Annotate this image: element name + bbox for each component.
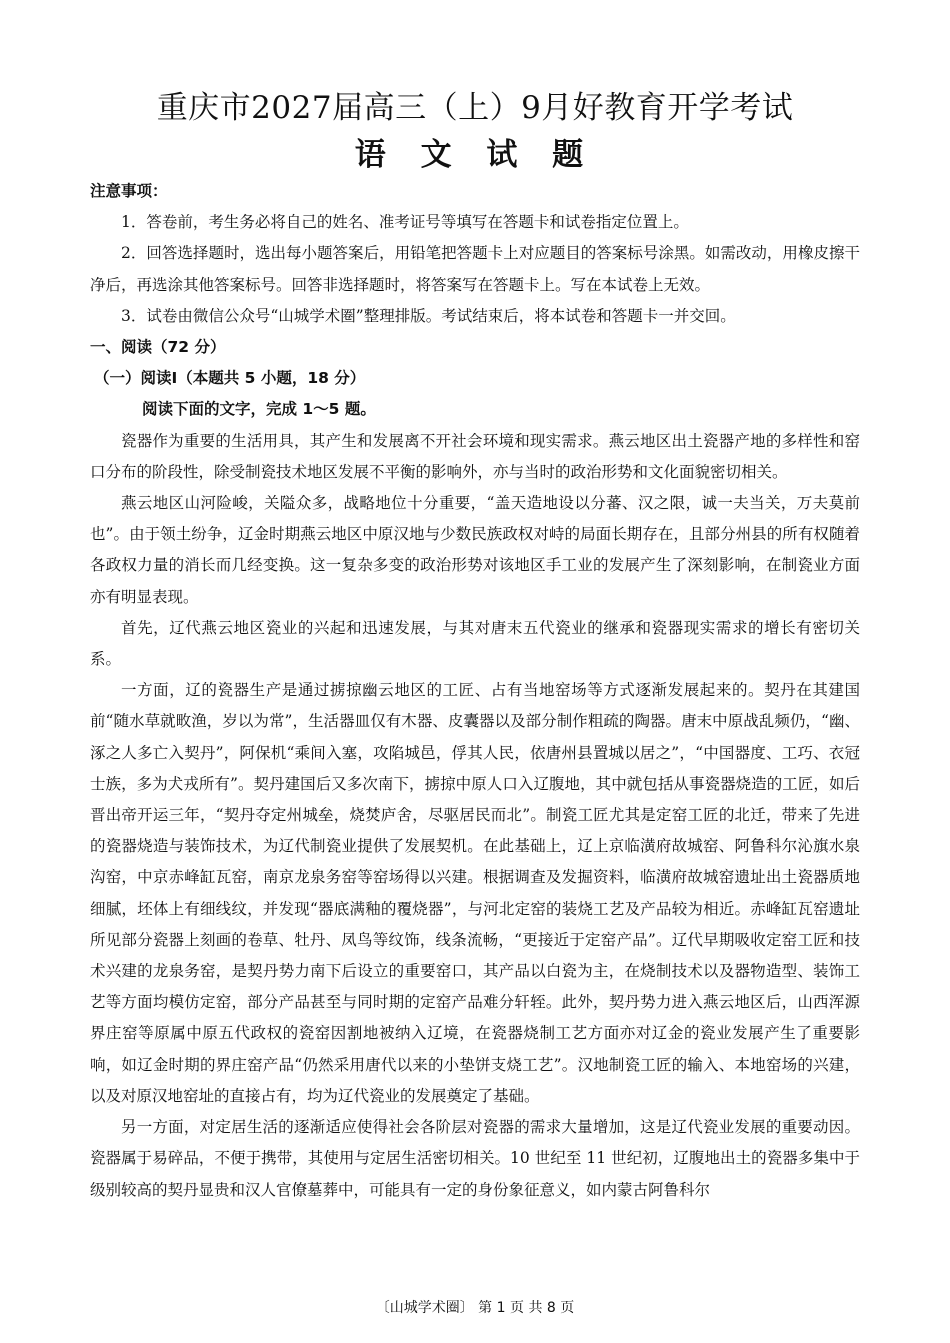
exam-title: 重庆市2027届高三（上）9月好教育开学考试	[156, 90, 794, 126]
passage-paragraph: 另一方面，对定居生活的逐渐适应使得社会各阶层对瓷器的需求大量增加，这是辽代瓷业发展的重要动因。瓷器属于易碎品，不便于携带，其使用与定居生活密切相关。10 世纪至 11 世纪初，辽腹地出土的瓷器多集中于级别较高的契丹显贵和汉人官僚墓葬中，可能具有一定的身份象征意义，如内蒙古阿鲁科尔	[90, 1118, 860, 1199]
passage-paragraph: 瓷器作为重要的生活用具，其产生和发展离不开社会环境和现实需求。燕云地区出土瓷器产地的多样性和窑口分布的阶段性，除受制瓷技术地区发展不平衡的影响外，亦与当时的政治形势和文化面貌密切相关。	[90, 431, 860, 481]
notice-item: 1．答卷前，考生务必将自己的姓名、准考证号等填写在答题卡和试卷指定位置上。	[121, 213, 689, 232]
page-footer: 〔山城学术圈〕 第 1 页 共 8 页	[375, 1300, 575, 1316]
notice-heading: 注意事项：	[90, 182, 168, 200]
passage-paragraph: 燕云地区山河险峻，关隘众多，战略地位十分重要，“盖天造地设以分蕃、汉之限，诚一夫当关，万夫莫前也”。由于领土纷争，辽金时期燕云地区中原汉地与少数民族政权对峙的局面长期存在，且部分州县的所有权随着各政权力量的消长而几经变换。这一复杂多变的政治形势对该地区手工业的发展产生了深刻影响，在制瓷业方面亦有明显表现。	[90, 494, 860, 606]
notice-item: 2．回答选择题时，选出每小题答案后，用铅笔把答题卡上对应题目的答案标号涂黑。如需改动，用橡皮擦干净后，再选涂其他答案标号。回答非选择题时，将答案写在答题卡上。写在本试卷上无效。	[90, 244, 860, 294]
reading-instruction: 阅读下面的文字，完成 1～5 题。	[142, 400, 376, 419]
exam-subtitle: 语 文 试 题	[354, 137, 596, 173]
subsection-heading: （一）阅读Ⅰ（本题共 5 小题，18 分）	[94, 369, 366, 388]
section-heading: 一、阅读（72 分）	[90, 338, 226, 357]
passage-paragraph: 一方面，辽的瓷器生产是通过掳掠幽云地区的工匠、占有当地窑场等方式逐渐发展起来的。契丹在其建国前“随水草就畋渔，岁以为常”，生活器皿仅有木器、皮囊器以及部分制作粗疏的陶器。唐末中原战乱频仍，“幽、涿之人多亡入契丹”，阿保机“乘间入塞，攻陷城邑，俘其人民，依唐州县置城以居之”，“中国器度、工巧、衣冠士族，多为犬戎所有”。契丹建国后又多次南下，掳掠中原人口入辽腹地，其中就包括从事瓷器烧造的工匠，如后晋出帝开运三年，“契丹夺定州城垒，烧焚庐舍，尽驱居民而北”。制瓷工匠尤其是定窑工匠的北迁，带来了先进的瓷器烧造与装饰技术，为辽代制瓷业提供了发展契机。在此基础上，辽上京临潢府故城窑、阿鲁科尔沁旗水泉沟窑，中京赤峰缸瓦窑，南京龙泉务窑等窑场得以兴建。根据调查及发掘资料，临潢府故城窑遗址出土瓷器质地细腻，坯体上有细线纹，并发现“器底满釉的覆烧器”，与河北定窑的装烧工艺及产品较为相近。赤峰缸瓦窑遗址所见部分瓷器上刻画的卷草、牡丹、凤鸟等纹饰，线条流畅，“更接近于定窑产品”。辽代早期吸收定窑工匠和技术兴建的龙泉务窑，是契丹势力南下后设立的重要窑口，其产品以白瓷为主，在烧制技术以及器物造型、装饰工艺等方面均模仿定窑，部分产品甚至与同时期的定窑产品难分轩轾。此外，契丹势力进入燕云地区后，山西浑源界庄窑等原属中原五代政权的瓷窑因割地被纳入辽境，在瓷器烧制工艺方面亦对辽金的瓷业发展产生了重要影响，如辽金时期的界庄窑产品“仍然采用唐代以来的小垫饼支烧工艺”。汉地制瓷工匠的输入、本地窑场的兴建，以及对原汉地窑址的直接占有，均为辽代瓷业的发展奠定了基础。	[90, 681, 860, 1105]
notice-item: 3．试卷由微信公众号“山城学术圈”整理排版。考试结束后，将本试卷和答题卡一并交回。	[121, 306, 736, 325]
passage-paragraph: 首先，辽代燕云地区瓷业的兴起和迅速发展，与其对唐末五代瓷业的继承和瓷器现实需求的增长有密切关系。	[90, 618, 860, 669]
page-body	[90, 176, 860, 1206]
